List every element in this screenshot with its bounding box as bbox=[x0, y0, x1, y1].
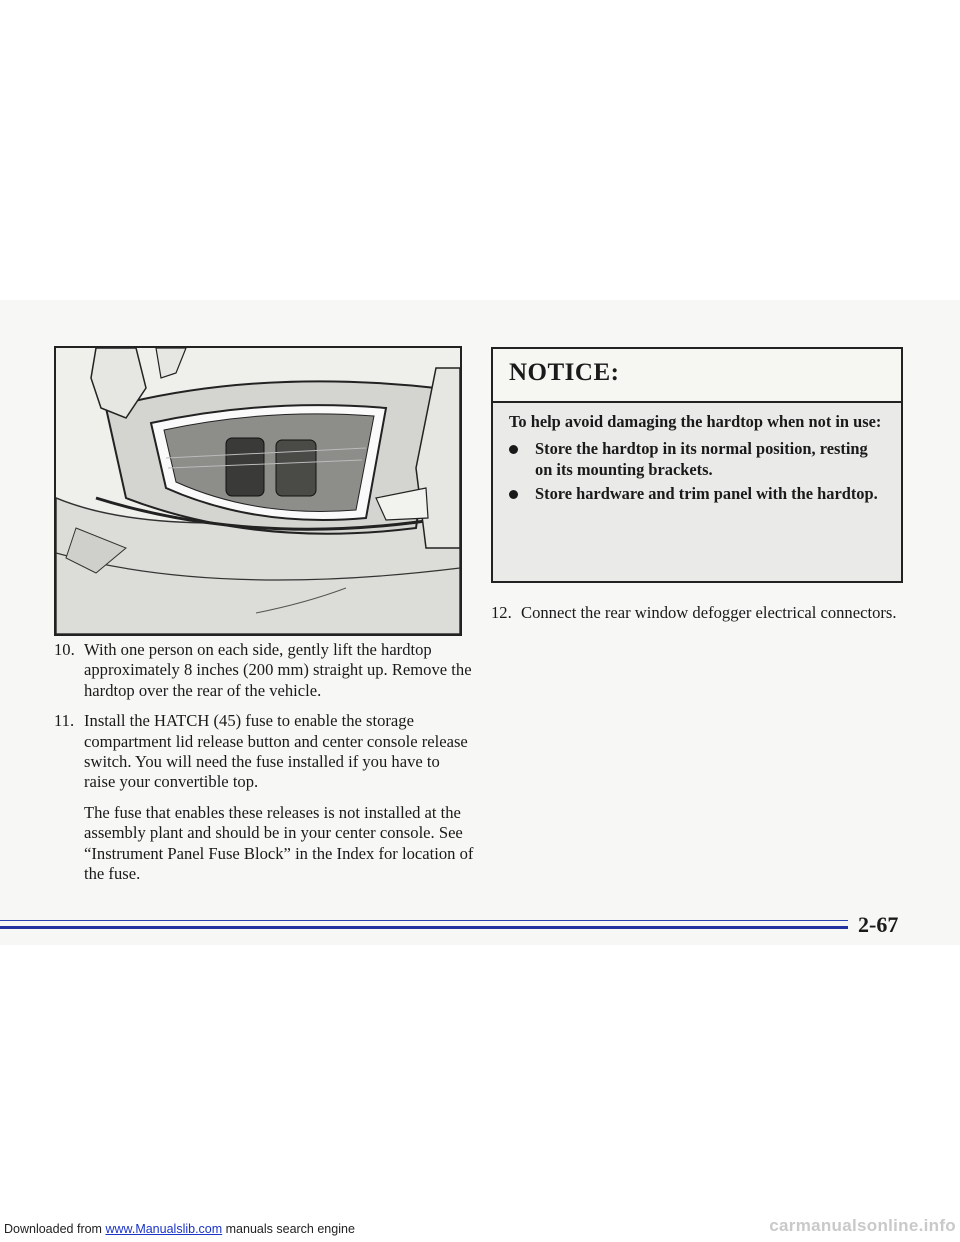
footer-prefix: Downloaded from bbox=[4, 1222, 106, 1236]
step-number: 11. bbox=[54, 711, 75, 731]
step-10 bbox=[54, 640, 474, 701]
step-number: 10. bbox=[54, 640, 75, 659]
step-text: Connect the rear window defogger electrical connectors. bbox=[521, 603, 897, 622]
step-text: Install the HATCH (45) fuse to enable the storage compartment lid release button and center console release switch. You will need the fuse installed if you have to raise your convertible top. bbox=[84, 711, 468, 792]
notice-box bbox=[491, 347, 903, 583]
instructions-left-column bbox=[54, 640, 474, 884]
watermark-text: carmanualsonline.info bbox=[769, 1216, 956, 1235]
notice-intro: To help avoid damaging the hardtop when not in use: bbox=[509, 412, 882, 431]
bullet-icon bbox=[509, 445, 518, 454]
notice-heading: NOTICE: bbox=[493, 349, 901, 403]
bullet-icon bbox=[509, 490, 518, 499]
notice-body bbox=[493, 403, 901, 505]
step-text: With one person on each side, gently lift the hardtop approximately 8 inches (200 mm) straight up. Remove the hardtop over the rear of the vehicle. bbox=[84, 640, 472, 700]
step-11-note: The fuse that enables these releases is not installed at the assembly plant and should be in your center console. See “Instrument Panel Fuse Block” in the Index for location of the fuse. bbox=[84, 802, 474, 884]
step-12 bbox=[491, 603, 911, 623]
step-number: 12. bbox=[491, 603, 512, 622]
notice-bullet-text: Store hardware and trim panel with the hardtop. bbox=[535, 484, 878, 504]
instructions-right-column bbox=[491, 603, 911, 633]
manualslib-link[interactable]: www.Manualslib.com bbox=[105, 1222, 223, 1236]
notice-bullet bbox=[509, 484, 887, 505]
footer-rule-thick bbox=[0, 926, 848, 929]
footer-suffix: manuals search engine bbox=[222, 1222, 355, 1236]
step-11 bbox=[54, 711, 474, 793]
notice-bullet-text: Store the hardtop in its normal position, resting on its mounting brackets. bbox=[535, 438, 868, 479]
page-number: 2-67 bbox=[858, 912, 899, 937]
notice-bullet bbox=[509, 439, 887, 481]
hardtop-removal-illustration bbox=[54, 346, 462, 636]
footer-rule-thin bbox=[0, 920, 848, 921]
download-footer bbox=[4, 1222, 355, 1236]
